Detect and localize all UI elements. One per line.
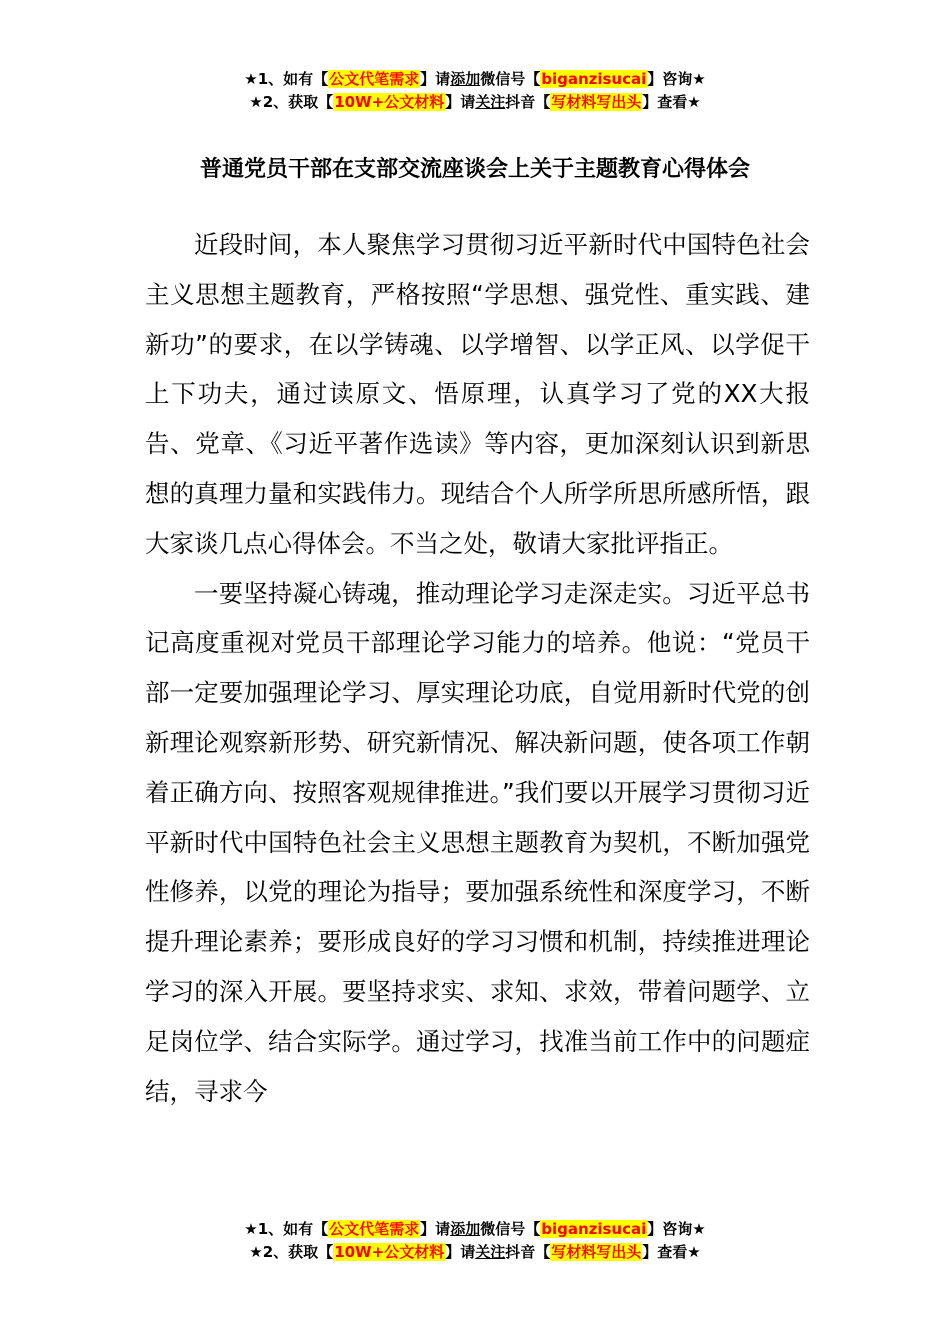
- body-paragraph-2: 一要坚持凝心铸魂，推动理论学习走深走实。习近平总书记高度重视对党员干部理论学习能力的培养。他说：“党员干部一定要加强理论学习、厚实理论功底，自觉用新时代党的创新理论观察新形势、研究新情况、解决新问题，使各项工作朝着正确方向、按照客观规律推进。”我们要以开展学习贯彻习近平新时代中国特色社会主义思想主题教育为契机，不断加强党性修养，以党的理论为指导；要加强系统性和深度学习，不断提升理论素养；要形成良好的学习习惯和机制，持续推进理论学习的深入开展。要坚持求实、求知、求效，带着问题学、立足岗位学、结合实际学。通过学习，找准当前工作中的问题症结，寻求今: [145, 578, 810, 1106]
- promo-text: 抖音【: [505, 93, 551, 111]
- promo-highlight: biganzisucai: [541, 70, 647, 88]
- promo-text: 】查看★: [642, 93, 701, 111]
- promo-underlined: 关注: [475, 93, 506, 111]
- promo-text: 抖音【: [505, 1243, 551, 1261]
- promo-text: ★2、获取【: [249, 1243, 334, 1261]
- promo-highlight: 公文代笔需求: [329, 70, 420, 88]
- promo-text: ★1、如有【: [244, 70, 329, 88]
- promo-text: 微信号【: [480, 1220, 541, 1238]
- promo-line-1: [0, 68, 950, 91]
- document-body: [145, 220, 810, 1116]
- promo-underlined: 添加: [450, 70, 481, 88]
- promo-text: 】咨询★: [647, 70, 706, 88]
- promo-text: 微信号【: [480, 70, 541, 88]
- promo-text: ★1、如有【: [244, 1220, 329, 1238]
- promo-underlined: 添加: [450, 1220, 481, 1238]
- promo-line-2: [0, 1241, 950, 1264]
- promo-highlight: 10W+公文材料: [334, 93, 445, 111]
- promo-highlight: 10W+公文材料: [334, 1243, 445, 1261]
- promo-text: 】查看★: [642, 1243, 701, 1261]
- promo-highlight: 写材料写出头: [551, 93, 642, 111]
- promo-underlined: 关注: [475, 1243, 506, 1261]
- promo-line-1: [0, 1218, 950, 1241]
- promo-text: 】咨询★: [647, 1220, 706, 1238]
- promo-highlight: biganzisucai: [541, 1220, 647, 1238]
- promo-line-2: [0, 91, 950, 114]
- header-promo: [0, 68, 950, 114]
- document-title: 普通党员干部在支部交流座谈会上关于主题教育心得体会: [199, 157, 750, 182]
- promo-highlight: 写材料写出头: [551, 1243, 642, 1261]
- footer-promo: [0, 1218, 950, 1264]
- body-paragraph-1: 近段时间，本人聚焦学习贯彻习近平新时代中国特色社会主义思想主题教育，严格按照“学思想、强党性、重实践、建新功”的要求，在以学铸魂、以学增智、以学正风、以学促干上下功夫，通过读原文、悟原理，认真学习了党的XX大报告、党章、《习近平著作选读》等内容，更加深刻认识到新思想的真理力量和实践伟力。现结合个人所学所思所感所悟，跟大家谈几点心得体会。不当之处，敬请大家批评指正。: [145, 230, 810, 558]
- promo-text: ★2、获取【: [249, 93, 334, 111]
- promo-text: 】请: [420, 1220, 451, 1238]
- promo-highlight: 公文代笔需求: [329, 1220, 420, 1238]
- promo-text: 】请: [445, 93, 476, 111]
- promo-text: 】请: [420, 70, 451, 88]
- promo-text: 】请: [445, 1243, 476, 1261]
